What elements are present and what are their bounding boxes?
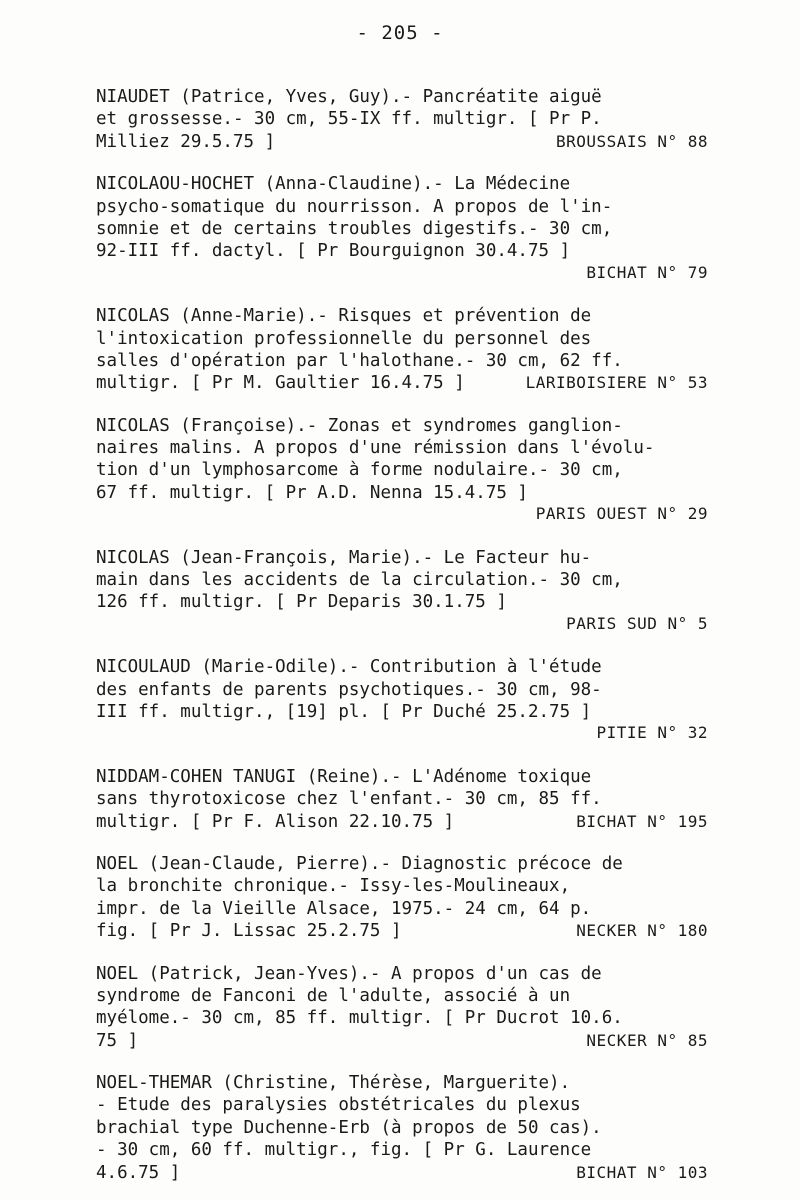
entry-line: somnie et de certains troubles digestifs.- 30 cm, <box>96 218 613 239</box>
entry-location: NECKER N° 85 <box>586 1030 708 1050</box>
entry-line: Milliez 29.5.75 ] BROUSSAIS N° 88 <box>96 131 708 152</box>
bibliography-entry <box>96 547 716 637</box>
entry-line: multigr. [ Pr F. Alison 22.10.75 ] BICHAT N° 195 <box>96 811 708 832</box>
entry-line: tion d'un lymphosarcome à forme nodulaire.- 30 cm, <box>96 460 623 481</box>
entry-line: 126 ff. multigr. [ Pr Deparis 30.1.75 ] <box>96 592 507 613</box>
entry-line: brachial type Duchenne-Erb (à propos de 50 cas). <box>96 1117 602 1138</box>
entry-location: PARIS OUEST N° 29 <box>535 504 708 524</box>
bibliography-entry <box>96 305 716 395</box>
entry-line: NOEL-THEMAR (Christine, Thérèse, Marguerite). <box>96 1073 571 1094</box>
entry-location: PARIS SUD N° 5 <box>566 613 708 633</box>
bibliography-entry <box>96 766 716 833</box>
entry-location: BROUSSAIS N° 88 <box>556 131 708 151</box>
entry-location-line <box>96 504 716 526</box>
entry-line: 67 ff. multigr. [ Pr A.D. Nenna 15.4.75 ] <box>96 482 528 503</box>
bibliography-entry <box>96 86 716 153</box>
entry-line: NICOULAUD (Marie-Odile).- Contribution à l'étude <box>96 657 602 678</box>
entry-line: multigr. [ Pr M. Gaultier 16.4.75 ] LARIBOISIERE N° 53 <box>96 373 708 394</box>
entry-line: 92-III ff. dactyl. [ Pr Bourguignon 30.4.75 ] <box>96 241 571 262</box>
entry-line: sans thyrotoxicose chez l'enfant.- 30 cm, 85 ff. <box>96 789 602 810</box>
entry-line: 75 ] NECKER N° 85 <box>96 1030 708 1051</box>
entry-line: NICOLAOU-HOCHET (Anna-Claudine).- La Médecine <box>96 174 571 195</box>
entry-line: et grossesse.- 30 cm, 55-IX ff. multigr. [ Pr P. <box>96 109 602 130</box>
bibliography-entry <box>96 173 716 285</box>
entry-line: main dans les accidents de la circulation.- 30 cm, <box>96 570 623 591</box>
entry-line: NOEL (Patrick, Jean-Yves).- A propos d'un cas de <box>96 963 602 984</box>
bibliography-entry <box>96 853 716 943</box>
entry-line: impr. de la Vieille Alsace, 1975.- 24 cm, 64 p. <box>96 898 592 919</box>
entry-line: psycho-somatique du nourrisson. A propos de l'in- <box>96 196 613 217</box>
entry-line: salles d'opération par l'halothane.- 30 cm, 62 ff. <box>96 350 623 371</box>
entry-location-line <box>96 263 716 285</box>
entry-line: NIAUDET (Patrice, Yves, Guy).- Pancréatite aiguë <box>96 87 602 107</box>
entry-line: - Etude des paralysies obstétricales du plexus <box>96 1095 581 1116</box>
entry-line: myélome.- 30 cm, 85 ff. multigr. [ Pr Ducrot 10.6. <box>96 1008 623 1029</box>
page-number: - 205 - <box>356 22 444 44</box>
entry-line: la bronchite chronique.- Issy-les-Moulineaux, <box>96 876 571 897</box>
entry-location: LARIBOISIERE N° 53 <box>525 373 708 393</box>
entry-line: NICOLAS (Françoise).- Zonas et syndromes ganglion- <box>96 415 623 436</box>
entry-line: 4.6.75 ] BICHAT N° 103 <box>96 1162 708 1183</box>
entry-line: fig. [ Pr J. Lissac 25.2.75 ] NECKER N° 180 <box>96 921 708 942</box>
entry-line: naires malins. A propos d'une rémission dans l'évolu- <box>96 438 655 459</box>
entry-location: BICHAT N° 79 <box>586 262 708 282</box>
bibliography-entry <box>96 1072 716 1184</box>
entry-location-line <box>96 614 716 636</box>
bibliography-entry <box>96 415 716 527</box>
entry-line: NOEL (Jean-Claude, Pierre).- Diagnostic précoce de <box>96 853 623 874</box>
bibliography-entries <box>96 86 716 1204</box>
entry-location: NECKER N° 180 <box>576 921 708 941</box>
entry-location-line <box>96 723 716 745</box>
bibliography-entry <box>96 656 716 746</box>
entry-line: des enfants de parents psychotiques.- 30 cm, 98- <box>96 679 602 700</box>
entry-line: NICOLAS (Jean-François, Marie).- Le Facteur hu- <box>96 547 592 568</box>
entry-line: III ff. multigr., [19] pl. [ Pr Duché 25.2.75 ] <box>96 701 592 722</box>
entry-location: PITIE N° 32 <box>596 723 708 743</box>
bibliography-entry <box>96 963 716 1053</box>
entry-line: l'intoxication professionnelle du personnel des <box>96 328 592 349</box>
entry-line: NICOLAS (Anne-Marie).- Risques et prévention de <box>96 306 592 327</box>
entry-line: NIDDAM-COHEN TANUGI (Reine).- L'Adénome toxique <box>96 766 592 787</box>
entry-location: BICHAT N° 195 <box>576 811 708 831</box>
entry-line: - 30 cm, 60 ff. multigr., fig. [ Pr G. Laurence <box>96 1140 592 1161</box>
entry-location: BICHAT N° 103 <box>576 1162 708 1182</box>
entry-line: syndrome de Fanconi de l'adulte, associé à un <box>96 985 571 1006</box>
